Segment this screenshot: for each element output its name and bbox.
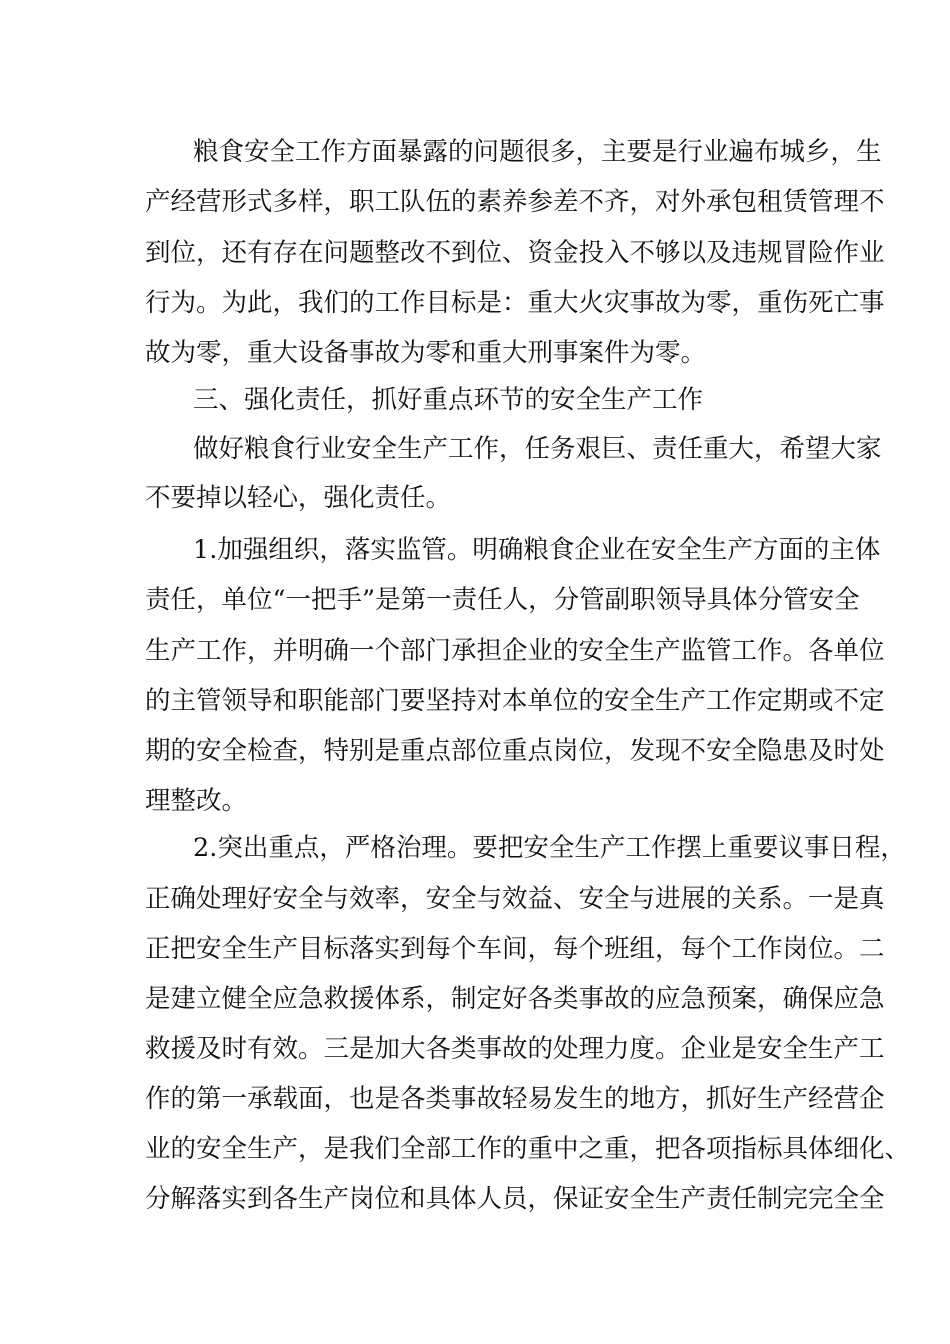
paragraph-line: 正把安全生产目标落实到每个车间，每个班组，每个工作岗位。二 (145, 934, 885, 964)
paragraph-line: 理整改。 (145, 786, 248, 816)
paragraph-line: 作的第一承载面，也是各类事故轻易发生的地方，抓好生产经营企 (145, 1084, 885, 1114)
paragraph-line: 业的安全生产，是我们全部工作的重中之重，把各项指标具体细化、 (145, 1134, 911, 1164)
paragraph-line: 行为。为此，我们的工作目标是：重大火灾事故为零，重伤死亡事 (145, 288, 885, 318)
paragraph-line: 不要掉以轻心，强化责任。 (145, 483, 452, 513)
paragraph-line: 生产工作，并明确一个部门承担企业的安全生产监管工作。各单位 (145, 636, 885, 666)
paragraph-line: 1.加强组织，落实监管。明确粮食企业在安全生产方面的主体 (193, 535, 881, 565)
paragraph-line: 做好粮食行业安全生产工作，任务艰巨、责任重大，希望大家 (193, 434, 882, 464)
paragraph-line: 产经营形式多样，职工队伍的素养参差不齐，对外承包租赁管理不 (145, 187, 885, 217)
section-heading: 三、强化责任，抓好重点环节的安全生产工作 (193, 385, 704, 415)
paragraph-line: 故为零，重大设备事故为零和重大刑事案件为零。 (145, 338, 707, 368)
paragraph-line: 2.突出重点，严格治理。要把安全生产工作摆上重要议事日程， (193, 833, 906, 863)
paragraph-line: 分解落实到各生产岗位和具体人员，保证安全生产责任制完完全全 (145, 1184, 885, 1214)
paragraph-line: 救援及时有效。三是加大各类事故的处理力度。企业是安全生产工 (145, 1034, 885, 1064)
paragraph-line: 是建立健全应急救援体系，制定好各类事故的应急预案，确保应急 (145, 984, 885, 1014)
paragraph-line: 到位，还有存在问题整改不到位、资金投入不够以及违规冒险作业 (145, 238, 885, 268)
paragraph-line: 责任，单位“一把手”是第一责任人，分管副职领导具体分管安全 (145, 585, 860, 615)
paragraph-line: 的主管领导和职能部门要坚持对本单位的安全生产工作定期或不定 (145, 686, 885, 716)
paragraph-line: 期的安全检查，特别是重点部位重点岗位，发现不安全隐患及时处 (145, 736, 885, 766)
paragraph-line: 粮食安全工作方面暴露的问题很多，主要是行业遍布城乡，生 (193, 137, 882, 167)
paragraph-line: 正确处理好安全与效率，安全与效益、安全与进展的关系。一是真 (145, 884, 885, 914)
